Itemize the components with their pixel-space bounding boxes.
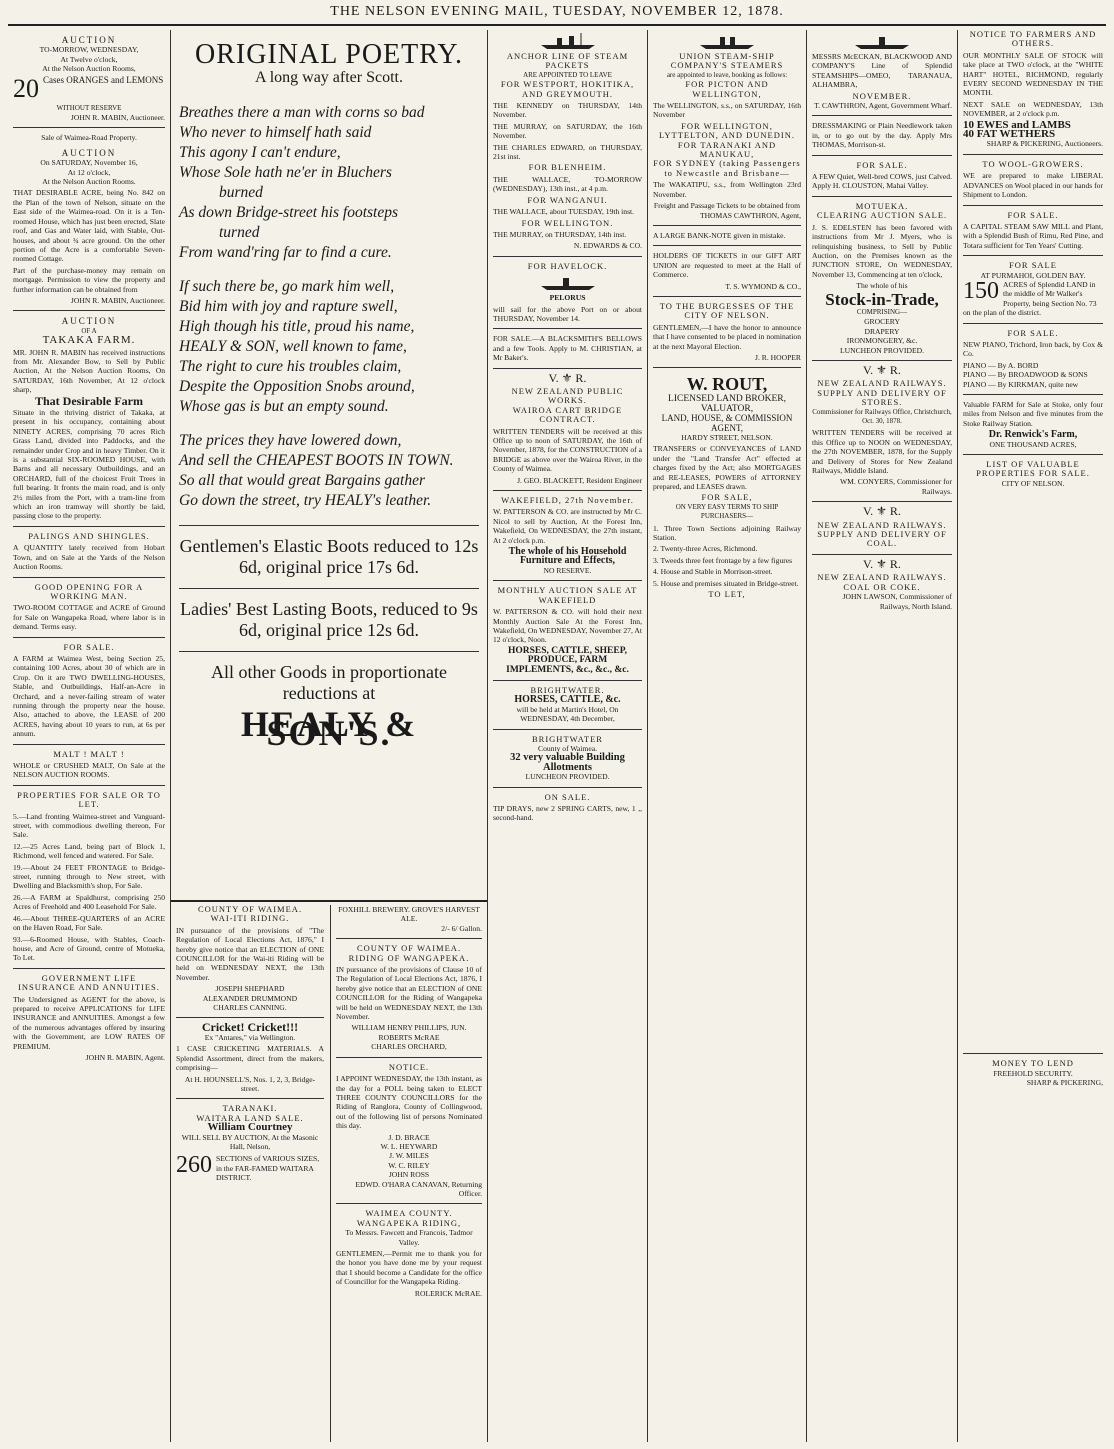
poem-line: Bid him with joy and rapture swell, (179, 297, 398, 315)
candidate: CHARLES CANNING. (213, 1003, 287, 1013)
farm-detail: Situate in the thriving district of Takaka, at present in his occupancy, containing about NINETY ACRES, comprising 70 acres Rich Grass Land, divided into Paddocks, and the remainder under Crop and in heavy Timber. On it is a substantial SIX-ROOMED HOUSE, with Barns and all necessary Outbuildings, and an ORCHARD, full of the choicest Fruit Trees in full bearing. It fronts the main road, and is only 2½ miles from the Port, with a tram-line from which an iron tramway will shortly be laid, passing close to the property. (13, 408, 165, 521)
poem-line: Whose gas is but an empty sound. (179, 397, 389, 415)
properties-heading: PROPERTIES FOR SALE OR TO LET. (17, 789, 161, 810)
union-heading: UNION STEAM-SHIP COMPANY'S STEAMERS (670, 51, 784, 71)
auction-where: At the Nelson Auction Rooms, (42, 64, 136, 74)
property-item: 12.—25 Acres Land, being part of Block 1, Richmond, well fenced and watered. For Sale. (13, 841, 165, 861)
candidate: ROBERTS McRAE (378, 1032, 440, 1042)
clearing-heading: CLEARING AUCTION SALE. (816, 210, 948, 221)
appointed: ARE APPOINTED TO LEAVE (523, 70, 612, 79)
burgesses-heading: TO THE BURGESSES OF THE CITY OF NELSON. (659, 300, 795, 321)
wakefield-heading: WAKEFIELD, 27th November. (501, 495, 634, 506)
poetry-title: ORIGINAL POETRY. (194, 39, 463, 70)
poem-line: Go down the street, try HEALY's leather. (179, 491, 432, 509)
dressmaking: DRESSMAKING or Plain Needlework taken in, or to go out by the day. Apply Mrs THOMAS, Morrison-st. (812, 121, 952, 150)
riding-body: GENTLEMEN,—Permit me to thank you for the honor you have done me by your request that I should become a Candidate for the office of Councillor for the Wangapeka Riding. (336, 1249, 482, 1287)
auction-time: At Twelve o'clock, (60, 54, 118, 64)
auction-body: THAT DESIRABLE ACRE, being No. 842 on the Plan of the town of Nelson, situate on the East side of the Waimea-road. On it is a Ten-roomed House, which has just been erected, Slate roof, and Gas and Water laid, with Stable, Out-houses, and about ¾ acre ground. On the other portion of the Acre is a comfortable Seven-roomed Cottage. (13, 188, 165, 264)
palings-heading: PALINGS AND SHINGLES. (28, 530, 150, 541)
courtney-body: WILL SELL BY AUCTION, At the Masonic Hall, Nelson, (181, 1132, 319, 1151)
horses: HORSES, CATTLE, &c. (514, 694, 621, 706)
brightwater-heading: BRIGHTWATER (532, 733, 603, 744)
poem-line: High though his title, proud his name, (179, 317, 415, 335)
agent: T. CAWTHRON, Agent, Government Wharf. (814, 101, 952, 111)
luncheon: LUNCHEON PROVIDED. (525, 772, 610, 782)
cricket-body: 1 CASE CRICKETING MATERIALS. A Splendid Assortment, direct from the makers, comprising— (176, 1044, 324, 1073)
sale-item: 5. House and premises situated in Bridge-street. (653, 578, 799, 588)
poem-line: burned (219, 183, 263, 201)
crest-icon: V. ⚜ R. (863, 556, 901, 571)
brightwater-heading: BRIGHTWATER. (530, 684, 605, 695)
onsale-heading: ON SALE. (544, 791, 591, 802)
riding-body: IN pursuance of the provisions of "The Regulation of Local Elections Act, 1876," I hereby give notice that an ELECTION of ONE COUNCILLOR for the Wai-iti Riding will be held on WEDNESDAY NEXT, the 13th November. (176, 925, 324, 982)
destination: FOR WANGANUI. (527, 194, 608, 205)
notice-name: JOHN ROSS (388, 1170, 430, 1180)
poem-line: Who never to himself hath said (179, 123, 372, 141)
sailing: THE CHARLES EDWARD, on THURSDAY, 21st inst. (493, 142, 642, 162)
acres: ACRES of Splendid LAND in the middle of Mr Walker's Property, being Section No. 73 on the plan of the district. (963, 279, 1097, 318)
destination: FOR WELLINGTON. (521, 217, 614, 228)
coal-heading: SUPPLY AND DELIVERY OF COAL. (817, 529, 947, 549)
sale-item: 1. Three Town Sections adjoining Railway Station. (653, 523, 801, 543)
money-heading: MONEY TO LEND (992, 1058, 1074, 1069)
notice-body: I APPOINT WEDNESDAY, the 13th instant, as the day for a POLL being taken to ELECT THREE COUNTY COUNCILLORS for the Riding of Ranglora, County of Collingwood, out of the following list of persons Nominated this day. (336, 1074, 482, 1131)
allotments: 32 very valuable Building Allotments (510, 752, 625, 773)
county: County of Waimea. (538, 743, 597, 753)
ship-name: PELORUS (549, 293, 586, 303)
sale-heading: Sale of Waimea-Road Property. (41, 133, 137, 143)
poem-line: From wand'ring far to find a cure. (179, 243, 392, 261)
transfers: TRANSFERS or CONVEYANCES of LAND under the "Land Transfer Act" effected at charges fixed by the Act; also MORTGAGES and RE-LEASES, POWERS of ATTORNEY prepared, and LEASES drawn. (653, 444, 801, 492)
forsale-body: A FARM at Waimea West, being Section 25, containing 100 Acres, about 30 of which are in Crop. On it are TWO DWELLING-HOUSES, Stable, and Outbuildings, Half-an-Acre in Orchard, and a never-failing stream of water running through the property near the house. Also, attached to above, the LEASE of 200 ACRES, having about 10 years to run, at 6s per annum. (13, 653, 165, 739)
auction-time: At 12 o'clock, (67, 167, 111, 177)
candidate: WILLIAM HENRY PHILLIPS, JUN. (351, 1023, 467, 1033)
destination: FOR PICTON AND WELLINGTON, (685, 79, 769, 99)
auction-heading: AUCTION (61, 147, 117, 158)
poetry-subtitle: A long way after Scott. (255, 69, 403, 87)
masthead-rule (8, 24, 1106, 26)
palings-body: A QUANTITY lately received from Hobart Town, and on Sale at the Yards of the Nelson Auction Rooms. (13, 543, 165, 572)
county-heading: COUNTY OF WAIMEA. (356, 943, 462, 954)
poem-line: Breathes there a man with corns so bad (179, 103, 425, 121)
coke-heading: COAL OR COKE. (843, 581, 921, 592)
govt-agent: JOHN R. MABIN, Agent. (85, 1052, 165, 1062)
auctioneer-signature: JOHN R. MABIN, Auctioneer. (70, 113, 165, 123)
destination: FOR HAVELOCK. (527, 260, 608, 271)
martin: will be held at Martin's Hotel, On WEDNESDAY, 4th December, (516, 704, 619, 724)
no-reserve: NO RESERVE. (543, 565, 592, 575)
lawson: JOHN LAWSON, Commissioner of Railways, North Island. (842, 592, 952, 611)
forsale-heading: FOR SALE. (1007, 209, 1059, 220)
masthead: THE NELSON EVENING MAIL, TUESDAY, NOVEMBER 12, 1878. (330, 4, 784, 19)
sale-item: 4. House and Stable in Morrison-street. (653, 567, 773, 577)
burgesses-body: GENTLEMEN,—I have the honor to announce that I have consented to be placed in nomination at the next Mayoral Election. (653, 322, 801, 351)
monthly-sale: OUR MONTHLY SALE OF STOCK will take place at TWO o'clock, at the "WHITE HART" HOTEL, RICHMOND, regularly EVERY SECOND WEDNESDAY IN THE MONTH. (963, 50, 1103, 98)
horses: HORSES, CATTLE, SHEEP, PRODUCE, FARM IMPLEMENTS, &c., &c., &c. (506, 645, 629, 675)
column-3 (488, 30, 647, 1442)
foxhill: FOXHILL BREWERY. GROVE'S HARVEST ALE. (338, 905, 480, 924)
goods: IRONMONGERY, &c. (846, 336, 918, 346)
purmahoi: AT PURMAHOI, GOLDEN BAY. (980, 270, 1086, 280)
sailing: THE WALLACE, about TUESDAY, 19th inst. (493, 207, 635, 217)
tolet-heading: TO LET, (708, 589, 746, 600)
tender-body: WRITTEN TENDERS will be received at this Office up to NOON on WEDNESDAY, the 27th NOVEMBER, 1878, for the Supply and Delivery of Stores for New Zealand Railways, Middle Island. (812, 428, 952, 476)
agent: THOMAS CAWTHRON, Agent, (699, 210, 801, 220)
list-heading: LIST OF VALUABLE PROPERTIES FOR SALE. (976, 459, 1090, 479)
property-item: 93.—6-Roomed House, with Stables, Coach-house, and Acre of Ground, centre of Motueka, To Let. (13, 934, 165, 963)
poem-line: If such there be, go mark him well, (179, 277, 395, 295)
signature: ROLERICK McRAE. (414, 1288, 482, 1298)
riding-heading: WAI-ITI RIDING. (210, 913, 290, 924)
forsale-sub: ON VERY EASY TERMS TO SHIP PURCHASERS— (675, 502, 779, 521)
advances: WE are prepared to make LIBERAL ADVANCES on Wool placed in our hands for Shipment to London. (963, 171, 1103, 200)
notice-heading: NOTICE. (388, 1061, 430, 1072)
renwick: Dr. Renwick's Farm, (988, 429, 1078, 441)
taranaki-heading: TARANAKI. (222, 1103, 278, 1114)
property-item: 46.—About THREE-QUARTERS of an ACRE on the Haven Road, For Sale. (13, 913, 165, 933)
property-item: 5.—Land fronting Waimea-street and Vanguard-street, with commodious dwelling thereon, For Sale. (13, 811, 165, 840)
poem-line: The prices they have lowered down, (179, 431, 402, 449)
conyers: WM. CONYERS, Commissioner for Railways. (839, 477, 952, 496)
poem-stanza-3 (179, 431, 479, 511)
sailing: The WAKATIPU, s.s., from Wellington 23rd November. (653, 180, 801, 199)
auction-where: At the Nelson Auction Rooms. (42, 177, 136, 187)
opening-body: TWO-ROOM COTTAGE and ACRE of Ground for Sale on Wangapeka Road, where labor is in demand. Terms easy. (13, 603, 165, 632)
commissioner: Commissioner for Railways Office, Christchurch, Oct. 30, 1878. (812, 407, 952, 425)
waitara-heading: WAITARA LAND SALE. (196, 1112, 304, 1123)
farm: Valuable FARM for Sale at Stoke, only four miles from Nelson and five minutes from the Stoke Railway Station. (963, 400, 1103, 428)
poem-line: turned (219, 223, 260, 241)
poem-line: So all that would great Bargains gather (179, 471, 425, 489)
broker: LICENSED LAND BROKER, VALUATOR, (668, 394, 786, 414)
cows: A FEW Quiet, Well-bred COWS, just Calved. Apply H. CLOUSTON, Mahai Valley. (812, 172, 952, 191)
poem-line: The right to cure his troubles claim, (179, 357, 402, 375)
poem-line: This agony I can't endure, (179, 143, 341, 161)
acres: ONE THOUSAND ACRES, (989, 439, 1077, 449)
gents-boots: Gentlemen's Elastic Boots reduced to 12s 6d, original price 17s 6d. (179, 535, 479, 577)
candidate: JOSEPH SHEPHARD (215, 984, 285, 994)
notice-name: J. W. MILES (389, 1151, 429, 1161)
candidate: CHARLES ORCHARD, (371, 1042, 447, 1052)
sawmill: A CAPITAL STEAM SAW MILL and Plant, with a Splendid Bush of Rimu, Red Pine, and Totara sufficient for Ten Years' Cutting. (963, 221, 1103, 250)
sailing: The WELLINGTON, s.s., on SATURDAY, 16th November (653, 101, 801, 120)
freight: Freight and Passage Tickets to be obtained from (653, 201, 801, 211)
motueka-heading: MOTUEKA. (855, 200, 909, 211)
riding-to: To Messrs. Fawcett and Francois, Tadmor Valley. (345, 1228, 473, 1247)
sections-count: 260 (176, 1154, 212, 1179)
rout-heading: W. ROUT, (686, 374, 768, 395)
next-sale: NEXT SALE on WEDNESDAY, 13th NOVEMBER, at 2 o'clock p.m. (963, 99, 1103, 119)
acres-count: 150 (963, 279, 999, 304)
ship-body: will sail for the above Port on or about THURSDAY, November 14. (493, 304, 642, 323)
column-2b (330, 905, 487, 1442)
piano-head: NEW PIANO, Trichord, Iron back, by Cox & Co. (963, 339, 1103, 359)
forsale-heading: FOR SALE, (701, 492, 753, 503)
auction-heading: AUCTION (61, 35, 117, 45)
contract-heading: WAIROA CART BRIDGE CONTRACT. (512, 404, 623, 425)
patterson-body: W. PATTERSON & CO. are instructed by Mr C. Nicol to sell by Auction, At the Forest Inn, Wakefield, On WEDNESDAY, the 27th instant, At 2 o'clock p.m. (493, 507, 642, 545)
forsale-heading: FOR SALE. (63, 641, 115, 652)
auction-reserve: WITHOUT RESERVE (56, 103, 122, 112)
opening-heading: GOOD OPENING FOR A WORKING MAN. (34, 581, 144, 601)
holders: HOLDERS OF TICKETS in our GIFT ART UNION are requested to meet at the Hall of Commerce. (653, 251, 801, 280)
property-item: 26.—A FARM at Spaldhurst, comprising 250 Acres of Freehold and 400 Leasehold For Sale. (13, 892, 165, 912)
destination: FOR SYDNEY (taking Passengers to Newcastle and Brisbane— (653, 158, 801, 178)
destination: FOR WELLINGTON, LYTTELTON, AND DUNEDIN. (659, 120, 795, 141)
agent: N. EDWARDS & CO. (573, 241, 642, 251)
column-6 (958, 30, 1108, 1442)
cricket-sub: Ex "Antares," via Wellington. (204, 1032, 296, 1042)
routes: FOR WESTPORT, HOKITIKA, AND GREYMOUTH. (500, 79, 635, 99)
takaka-farm-heading: TAKAKA FARM. (42, 334, 136, 347)
november: NOVEMBER. (852, 90, 912, 101)
property-list-placeholder (963, 488, 1103, 1048)
wethers: 40 FAT WETHERS (963, 128, 1056, 141)
auction-quantity: 20 (13, 75, 39, 102)
foxhill-price: 2/- 6/ Gallon. (441, 923, 482, 933)
woolgrowers-heading: TO WOOL-GROWERS. (982, 158, 1084, 169)
tender-body: WRITTEN TENDERS will be received at this Office up to noon of SATURDAY, the 16th of November, 1878, for the CONSTRUCTION of a BRIDGE as above over the Wairoa River, in the County of Waimea. (493, 426, 642, 474)
poem-stanza-2 (179, 277, 479, 417)
crest-icon: V. ⚜ R. (863, 362, 901, 377)
poem-line: Despite the Opposition Snobs around, (179, 377, 415, 395)
goods: DRAPERY (864, 326, 900, 336)
candidate: ALEXANDER DRUMMOND (202, 993, 298, 1003)
pickering: SHARP & PICKERING, Auctioneers. (986, 139, 1103, 149)
railways-heading: NEW ZEALAND RAILWAYS. (817, 572, 947, 583)
steamship-icon (537, 32, 599, 50)
returning-officer: EDWD. O'HARA CANAVAN, Returning Officer. (355, 1179, 482, 1198)
edelsten: J. S. EDELSTEN has been favored with instructions from Mr J. Myers, who is relinquishing business, to Sell by Public Auction, on the Premises known as the JUNCTION STORE, On WEDNESDAY, November 13, Commencing at ten o'clock, (812, 222, 952, 279)
commission: LAND, HOUSE, & COMMISSION AGENT, (661, 413, 793, 433)
destination: FOR BLENHEIM. (528, 162, 607, 173)
poem-stanza-1 (179, 103, 479, 263)
works-heading: NEW ZEALAND PUBLIC WORKS. (511, 385, 624, 406)
ad-bottom-rule (171, 900, 487, 902)
steamship-icon (537, 273, 599, 291)
courtney: William Courtney (207, 1121, 293, 1134)
property-item: 19.—About 24 FEET FRONTAGE to Bridge-street, running through to New street, with Dwelling and Blacksmith's shop, For Sale. (13, 862, 165, 891)
forsale-heading: FOR SALE. (1007, 327, 1059, 338)
auction-of: OF A (81, 326, 97, 335)
takaka-body: MR. JOHN R. MABIN has received instructions from Mr. Alexander Bow, to Sell by Public Auction, At the Nelson Auction Rooms, On SATURDAY, 16th November, At 12 o'clock sharp, (13, 347, 165, 395)
piano: PIANO — By KIRKMAN, quite new (963, 379, 1079, 389)
anchor-line: ANCHOR LINE OF STEAM PACKETS (506, 51, 629, 71)
sailing: THE KENNEDY on THURSDAY, 14th November. (493, 101, 642, 120)
sections: SECTIONS of VARIOUS SIZES, in the FAR-FAMED WAITARA DISTRICT. (216, 1154, 320, 1183)
destination: FOR TARANAKI AND MANUKAU, (677, 139, 777, 160)
whole: The whole of his (856, 281, 908, 291)
sale-item: 3. Tweeds three feet frontage by a few figures (653, 555, 793, 565)
auction-when: On SATURDAY, November 16, (40, 158, 138, 168)
column-1 (8, 30, 170, 1442)
auctioneer-signature: JOHN R. MABIN, Auctioneer. (70, 295, 165, 305)
govt-heading: GOVERNMENT LIFE INSURANCE AND ANNUITIES. (18, 972, 160, 993)
piano: PIANO — By A. BORD (963, 360, 1039, 370)
crest-icon: V. ⚜ R. (548, 370, 587, 385)
luncheon: LUNCHEON PROVIDED. (840, 345, 924, 355)
notice-name: W. C. RILEY (388, 1160, 430, 1170)
healy-brand: HEALY & SON'S. (240, 703, 418, 754)
riding-heading: RIDING OF WANGAPEKA. (348, 952, 470, 963)
ewes: 10 EWES and LAMBS (963, 118, 1071, 131)
column-2-healy-ad (171, 30, 487, 900)
sailing: THE WALLACE, TO-MORROW (WEDNESDAY), 13th inst., at 4 p.m. (493, 174, 642, 194)
stock-in-trade: Stock-in-Trade, (825, 289, 939, 309)
steamship-icon (851, 32, 913, 50)
sailing: THE MURRAY, on SATURDAY, the 16th November. (493, 121, 642, 141)
goods: GROCERY (864, 317, 900, 327)
notice-name: W. L. HEYWARD (380, 1141, 438, 1151)
poem-line: As down Bridge-street his footsteps (179, 203, 398, 221)
riding-body: IN pursuance of the provisions of Clause 10 of The Regulation of Local Elections Act, 1876, I hereby give notice that an ELECTION of ONE COUNCILLOR for the Riding of Wangapeka will be held on WEDNESDAY NEXT, the 13th November. (336, 965, 482, 1022)
railways-heading: NEW ZEALAND RAILWAYS. (817, 378, 947, 389)
monthly-heading: MONTHLY AUCTION SALE AT WAKEFIELD (497, 585, 638, 605)
hounsell: At H. HOUNSELL'S, Nos. 1, 2, 3, Bridge-street. (184, 1074, 316, 1093)
hooper: J. R. HOOPER (755, 352, 801, 362)
cricket-heading: Cricket! Cricket!!! (201, 1020, 299, 1035)
forsale-heading: FOR SALE. (856, 159, 908, 170)
poem-line: And sell the CHEAPEST BOOTS IN TOWN. (179, 451, 454, 469)
union-body: are appointed to leave, booking as follows: (666, 70, 788, 79)
freehold: FREEHOLD SECURITY. (993, 1068, 1073, 1078)
column-5 (807, 30, 957, 1442)
farm-heading: That Desirable Farm (35, 393, 143, 408)
riding-heading: WANGAPEKA RIDING, (356, 1217, 462, 1228)
mceckan: MESSRS McECKAN, BLACKWOOD AND COMPANY'S Line of Splendid STEAMSHIPS—OMEO, TARANAUA, ALHAMBRA, (812, 52, 952, 90)
sailing: THE MURRAY, on THURSDAY, 14th inst. (493, 229, 627, 239)
county-heading: WAIMEA COUNTY. (365, 1208, 453, 1219)
pickering: SHARP & PICKERING, (1026, 1078, 1103, 1088)
hardy: HARDY STREET, NELSON. (681, 433, 773, 442)
ladies-boots: Ladies' Best Lasting Boots, reduced to 9s 6d, original price 12s 6d. (180, 598, 478, 640)
auction-heading: AUCTION (61, 316, 117, 327)
auction-when: TO-MORROW, WEDNESDAY, (39, 45, 139, 55)
city-heading: CITY OF NELSON. (1001, 478, 1065, 488)
poem-line: HEALY & SON, well known to fame, (179, 337, 407, 355)
poem-line: Whose Sole hath ne'er in Bluchers (179, 163, 392, 181)
railways-heading: NEW ZEALAND RAILWAYS. (817, 519, 947, 530)
banknote: A LARGE BANK-NOTE given in mistake. (653, 230, 786, 240)
drays: TIP DRAYS, new 2 SPRING CARTS, new, 1 ,, second-hand. (493, 804, 642, 823)
comprising: COMPRISING— (856, 307, 908, 316)
wymond: T. S. WYMOND & CO., (725, 281, 801, 291)
county-heading: COUNTY OF WAIMEA. (197, 905, 303, 914)
column-4 (648, 30, 806, 1442)
forsale-bellows: FOR SALE.—A BLACKSMITH'S BELLOWS and a few Tools. Apply to M. CHRISTIAN, at Mr Baker's. (493, 334, 642, 363)
steamship-icon (696, 32, 758, 50)
column-2a (171, 905, 329, 1442)
malt-heading: MALT ! MALT ! (53, 748, 125, 759)
household: The whole of his Household Furniture and Effects, (508, 546, 627, 567)
sale-item: 2. Twenty-three Acres, Richmond. (653, 544, 758, 554)
engineer: J. GEO. BLACKETT, Resident Engineer (517, 475, 642, 485)
auction-terms: Part of the purchase-money may remain on mortgage. Permission to view the property and further information can be obtained from (13, 265, 165, 294)
patterson-body: W. PATTERSON & CO. will hold their next Monthly Auction Sale At the Forest Inn, Wakefield, On WEDNESDAY, November 27, At 12 o'clock, Noon. (493, 607, 642, 645)
auction-goods: Cases ORANGES and LEMONS (43, 75, 164, 85)
supply-heading: SUPPLY AND DELIVERY OF STORES. (817, 387, 947, 408)
malt-body: WHOLE or CRUSHED MALT, On Sale at the NELSON AUCTION ROOMS. (13, 761, 165, 780)
govt-body: The Undersigned as AGENT for the above, is prepared to receive APPLICATIONS for LIFE INSURANCE and ANNUITIES. Amongst a few of the numerous advantages offered by insuring with the Government, are LOW RATES OF PREMIUM. (13, 994, 165, 1051)
forsale-heading: FOR SALE (1009, 260, 1057, 271)
notice-name: J. D. BRACE (388, 1132, 430, 1142)
crest-icon: V. ⚜ R. (863, 504, 901, 519)
other-goods: All other Goods in proportionate reductions at (211, 661, 447, 703)
piano: PIANO — By BROADWOOD & SONS (963, 370, 1088, 380)
notice-heading: NOTICE TO FARMERS AND OTHERS. (969, 30, 1097, 49)
